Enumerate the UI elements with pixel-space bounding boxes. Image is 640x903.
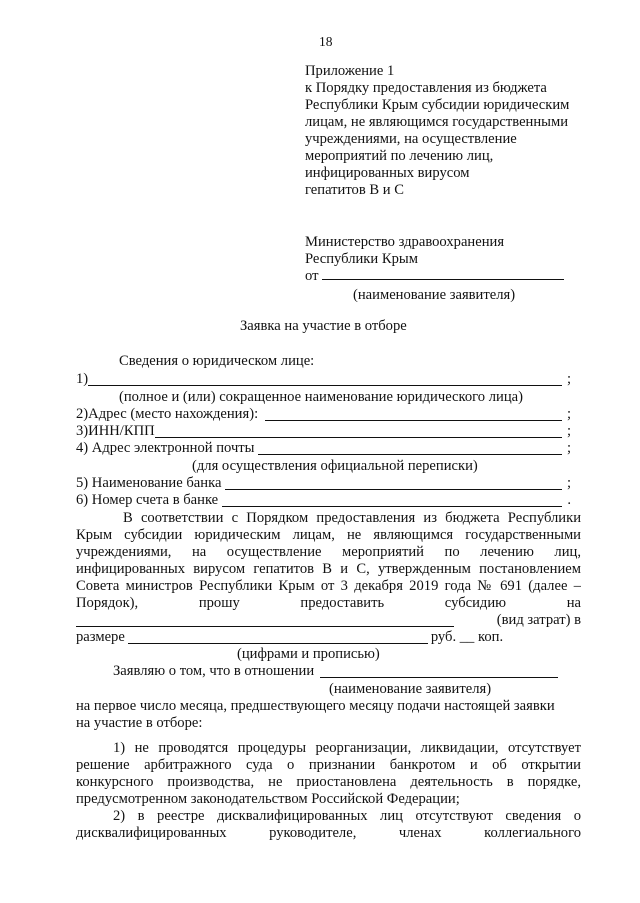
declaration-intro-row <box>76 663 581 680</box>
appendix-line: лицам, не являющимся государственными <box>305 114 569 130</box>
appendix-line: гепатитов В и С <box>305 182 404 198</box>
appendix-line: учреждениями, на осуществление <box>305 131 517 147</box>
account-blank <box>222 493 562 507</box>
section-title: Сведения о юридическом лице: <box>119 353 315 369</box>
appendix-line: мероприятий по лечению лиц, <box>305 148 494 164</box>
declaration-line: на первое число месяца, предшествующего месяцу подачи настоящей заявки <box>76 698 555 714</box>
inn-label: 3)ИНН/КПП <box>76 423 155 439</box>
document-title: Заявка на участие в отборе <box>240 318 407 334</box>
amount-caption: (цифрами и прописью) <box>237 646 380 662</box>
request-line: Порядок), прошу предоставить субсидию на <box>76 595 581 611</box>
address-semicolon: ; <box>566 406 571 422</box>
declaration-item-2-line: дисквалифицированных руководителе, членах коллегиального <box>76 825 581 841</box>
request-line: Совета министров Республики Крым от 3 декабря 2019 года № 691 (далее – <box>76 578 581 594</box>
applicant-caption: (наименование заявителя) <box>353 287 516 303</box>
page-number: 18 <box>319 34 333 49</box>
legal-name-row <box>76 371 571 388</box>
request-line: инфицированных вирусом гепатитов В и С, утвержденным постановлением <box>76 561 581 577</box>
bank-semicolon: ; <box>566 475 571 491</box>
declaration-intro: Заявляю о том, что в отношении <box>113 663 315 679</box>
request-line: учреждениями, на осуществление мероприятий по лечению лиц, <box>76 544 581 560</box>
appendix-line: к Порядку предоставления из бюджета <box>305 80 547 96</box>
address-label: 2)Адрес (место нахождения): <box>76 406 259 422</box>
bank-label: 5) Наименование банка <box>76 475 222 491</box>
address-row <box>76 406 571 423</box>
from-line <box>305 268 564 285</box>
from-label: от <box>305 268 319 284</box>
inn-row <box>76 423 571 440</box>
legal-name-blank <box>88 372 562 386</box>
applicant-name-blank <box>322 268 564 280</box>
inn-blank <box>155 424 562 438</box>
addressee-line: Министерство здравоохранения <box>305 234 505 250</box>
appendix-line: Приложение 1 <box>305 63 395 79</box>
declaration-item-1-line: предусмотренном законодательством Российской Федерации; <box>76 791 460 807</box>
account-period: . <box>567 492 571 508</box>
declaration-item-1: 1) не проводятся процедуры реорганизации, ликвидации, отсутствует <box>113 740 581 756</box>
legal-name-semicolon: ; <box>566 371 571 387</box>
request-line: В соответствии с Порядком предоставления из бюджета Республики <box>123 510 581 526</box>
appendix-header <box>305 63 595 199</box>
bank-row <box>76 475 571 492</box>
declaration-item-1-line: решение арбитражного суда о признании банкротом и об открытии <box>76 757 581 773</box>
request-line: Крым субсидии юридическим лицам, не являющимся государственными <box>76 527 581 543</box>
legal-name-caption: (полное и (или) сокращенное наименование юридического лица) <box>119 389 523 405</box>
declaration-line: на участие в отборе: <box>76 715 203 731</box>
email-label: 4) Адрес электронной почты <box>76 440 255 456</box>
legal-name-label: 1) <box>76 371 89 387</box>
email-semicolon: ; <box>566 440 571 456</box>
account-row <box>76 492 571 509</box>
declaration-applicant-blank <box>320 665 558 678</box>
request-paragraph <box>76 510 581 646</box>
amount-row <box>76 629 581 646</box>
bank-blank <box>225 476 562 490</box>
declaration-item-1-line: конкурсного производства, не приостановлена деятельность в порядке, <box>76 774 581 790</box>
appendix-line: инфицированных вирусом <box>305 165 470 181</box>
declaration-paragraph <box>76 698 581 842</box>
addressee-block <box>305 234 595 268</box>
amount-currency: руб. __ коп. <box>430 629 504 645</box>
expense-type-caption: (вид затрат) в <box>496 612 581 628</box>
account-label: 6) Номер счета в банке <box>76 492 219 508</box>
amount-blank <box>128 631 428 644</box>
amount-label: размере <box>76 629 125 645</box>
inn-semicolon: ; <box>566 423 571 439</box>
declaration-applicant-caption: (наименование заявителя) <box>329 681 492 697</box>
appendix-line: Республики Крым субсидии юридическим <box>305 97 570 113</box>
declaration-intro-line <box>76 663 581 680</box>
expense-type-blank <box>76 614 454 627</box>
address-blank <box>265 407 562 421</box>
email-caption: (для осуществления официальной переписки) <box>192 458 478 474</box>
email-row <box>76 440 571 457</box>
addressee-line: Республики Крым <box>305 251 418 267</box>
email-blank <box>258 441 562 455</box>
declaration-item-2: 2) в реестре дисквалифицированных лиц отсутствуют сведения о <box>113 808 581 824</box>
expense-type-row <box>76 612 581 629</box>
